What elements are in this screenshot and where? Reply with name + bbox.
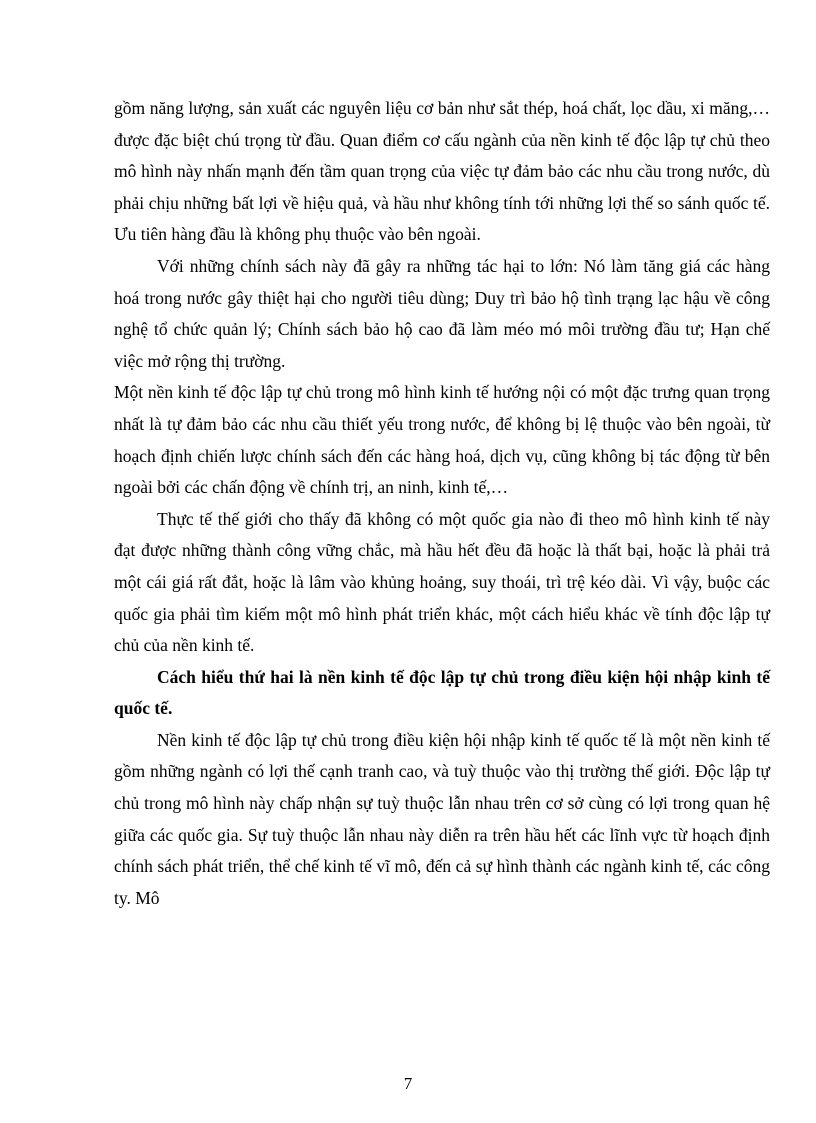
paragraph-6: Nền kinh tế độc lập tự chủ trong điều kiện hội nhập kinh tế quốc tế là một nền kinh tế gồm những ngành có lợi thế cạnh tranh cao, và tuỳ thuộc vào thị trường thế giới. Độc lập tự chủ trong mô hình này chấp nhận sự tuỳ thuộc lẫn nhau trên cơ sở cùng có lợi trong quan hệ giữa các quốc gia. Sự tuỳ thuộc lẫn nhau này diễn ra trên hầu hết các lĩnh vực từ hoạch định chính sách phát triển, thể chế kinh tế vĩ mô, đến cả sự hình thành các ngành kinh tế, các công ty. Mô	[114, 729, 770, 908]
document-body	[114, 93, 770, 914]
paragraph-4: Thực tế thế giới cho thấy đã không có một quốc gia nào đi theo mô hình kinh tế này đạt được những thành công vững chắc, mà hầu hết đều đã hoặc là thất bại, hoặc là phải trả một cái giá rất đắt, hoặc là lâm vào khủng hoảng, suy thoái, trì trệ kéo dài. Vì vậy, buộc các quốc gia phải tìm kiếm một mô hình phát triển khác, một cách hiểu khác về tính độc lập tự chủ của nền kinh tế.	[114, 508, 770, 656]
paragraph-1: gồm năng lượng, sản xuất các nguyên liệu cơ bản như sắt thép, hoá chất, lọc dầu, xi măng,…được đặc biệt chú trọng từ đầu. Quan điểm cơ cấu ngành của nền kinh tế độc lập tự chủ theo mô hình này nhấn mạnh đến tầm quan trọng của việc tự đảm bảo các nhu cầu trong nước, dù phải chịu những bất lợi về hiệu quả, và hầu như không tính tới những lợi thế so sánh quốc tế. Ưu tiên hàng đầu là không phụ thuộc vào bên ngoài.	[114, 98, 770, 245]
section-heading: Cách hiểu thứ hai là nền kinh tế độc lập tự chủ trong điều kiện hội nhập kinh tế quốc tế.	[114, 666, 770, 719]
paragraph-3: Một nền kinh tế độc lập tự chủ trong mô hình kinh tế hướng nội có một đặc trưng quan trọng nhất là tự đảm bảo các nhu cầu thiết yếu trong nước, để không bị lệ thuộc vào bên ngoài, từ hoạch định chiến lược chính sách đến các hàng hoá, dịch vụ, cũng không bị tác động từ bên ngoài bởi các chấn động về chính trị, an ninh, kinh tế,…	[114, 382, 770, 498]
page-number: 7	[403, 1074, 413, 1093]
paragraph-2: Với những chính sách này đã gây ra những tác hại to lớn: Nó làm tăng giá các hàng hoá trong nước gây thiệt hại cho người tiêu dùng; Duy trì bảo hộ tình trạng lạc hậu về công nghệ tổ chức quản lý; Chính sách bảo hộ cao đã làm méo mó môi trường đầu tư; Hạn chế việc mở rộng thị trường.	[114, 255, 770, 371]
